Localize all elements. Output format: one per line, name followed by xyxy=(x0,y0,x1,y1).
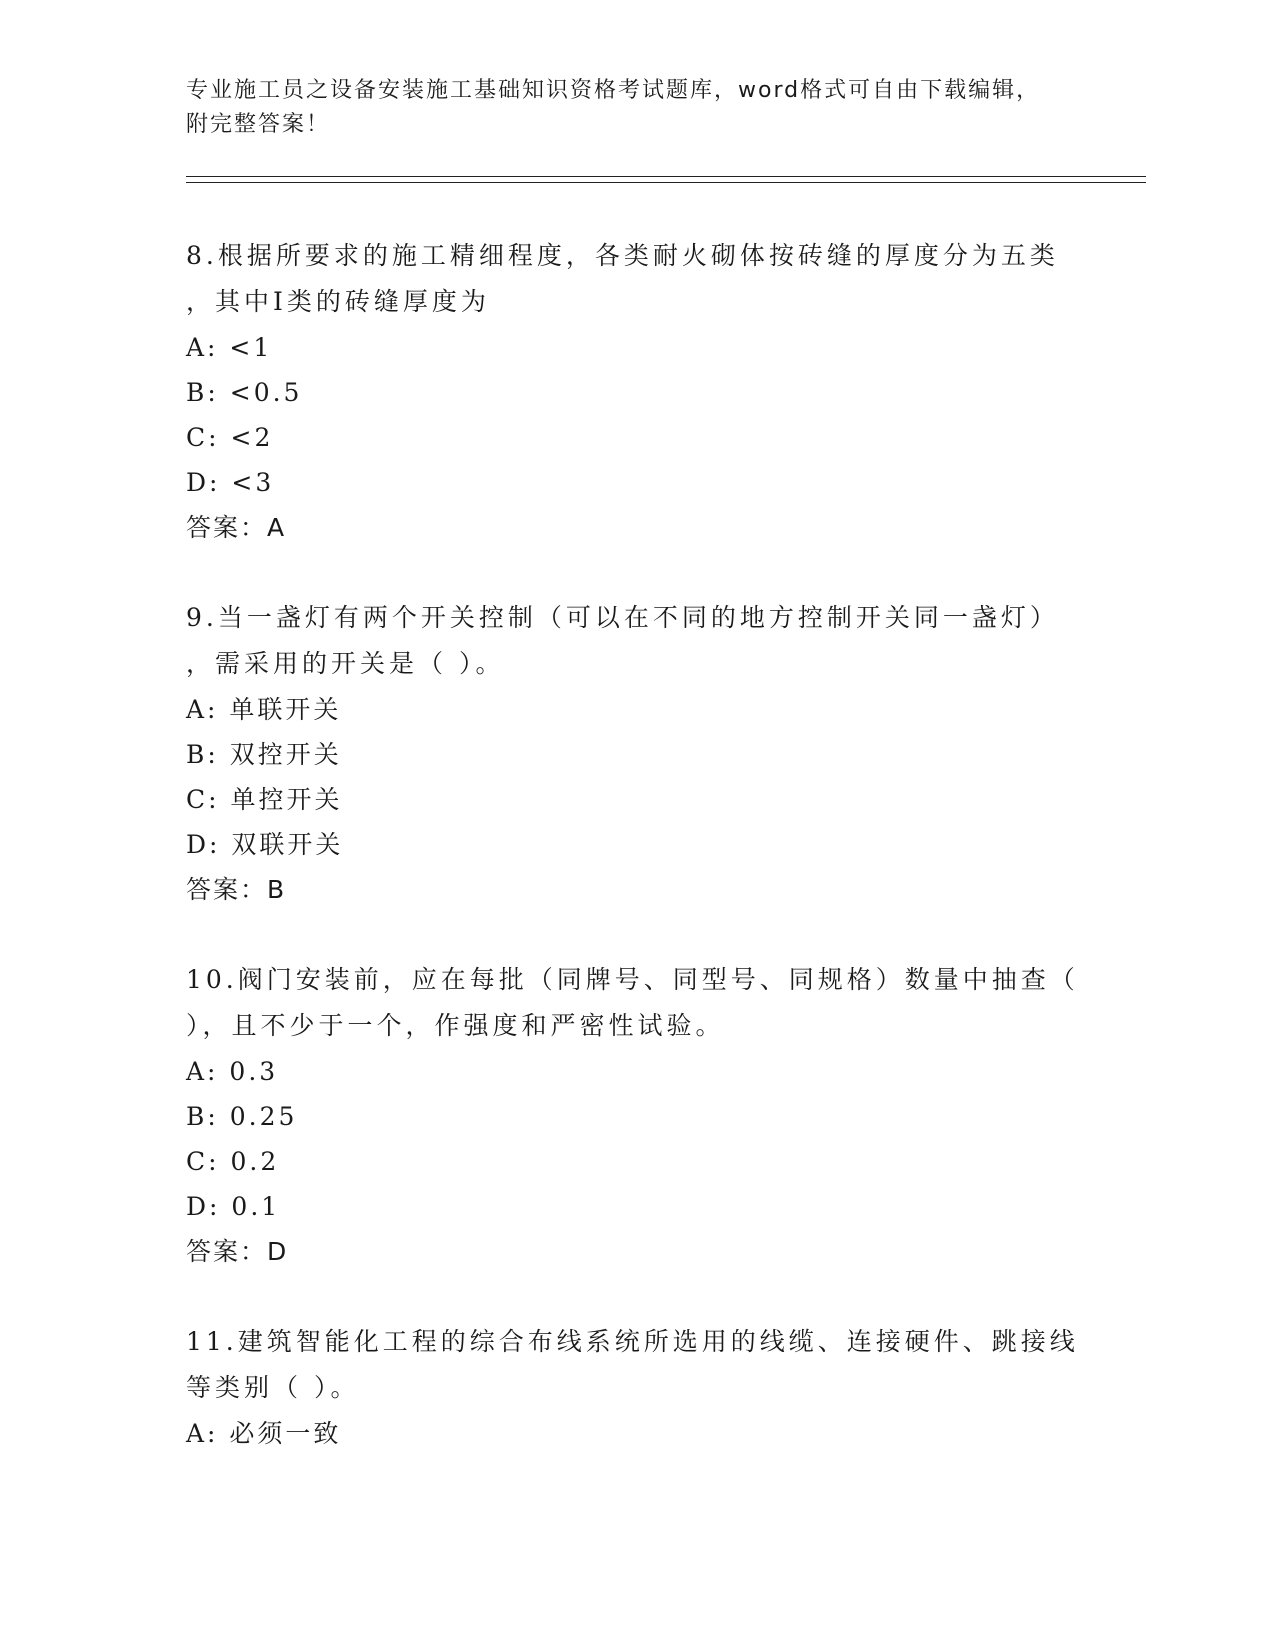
question-stem-line-2: ，其中Ⅰ类的砖缝厚度为 xyxy=(186,287,490,316)
option-c: C: 单控开关 xyxy=(186,785,343,814)
option-d: D: 双联开关 xyxy=(186,830,344,859)
option-d: D: 0.1 xyxy=(186,1192,281,1221)
option-b: B: 双控开关 xyxy=(186,740,342,769)
option-c: C: 0.2 xyxy=(186,1147,280,1176)
question-stem-line-1: 9.当一盏灯有两个开关控制（可以在不同的地方控制开关同一盏灯） xyxy=(186,603,1059,632)
header-line-2: 附完整答案！ xyxy=(186,112,331,137)
option-a: A: 0.3 xyxy=(186,1057,279,1086)
document-header xyxy=(186,74,1066,142)
option-b: B: 0.25 xyxy=(186,1102,298,1131)
question-stem-line-2: ），且不少于一个，作强度和严密性试验。 xyxy=(186,1011,725,1040)
question-stem-line-2: 等类别（ ）。 xyxy=(186,1373,360,1402)
question-stem-line-1: 10.阀门安装前，应在每批（同牌号、同型号、同规格）数量中抽查（ xyxy=(186,965,1079,994)
header-line-1: 专业施工员之设备安装施工基础知识资格考试题库，word格式可自由下载编辑， xyxy=(186,78,1041,103)
question-stem-line-2: ，需采用的开关是（ ）。 xyxy=(186,649,505,678)
option-c: C: <2 xyxy=(186,423,274,452)
question-8 xyxy=(186,233,1086,550)
option-a: A: <1 xyxy=(186,333,273,362)
option-a: A: 单联开关 xyxy=(186,695,342,724)
question-stem-line-1: 11.建筑智能化工程的综合布线系统所选用的线缆、连接硬件、跳接线 xyxy=(186,1327,1079,1356)
answer: 答案：D xyxy=(186,1237,289,1266)
question-11 xyxy=(186,1319,1086,1456)
option-b: B: <0.5 xyxy=(186,378,303,407)
answer: 答案：B xyxy=(186,875,287,904)
header-divider-bottom xyxy=(186,182,1146,183)
header-divider-top xyxy=(186,176,1146,177)
option-d: D: <3 xyxy=(186,468,275,497)
question-9 xyxy=(186,595,1086,912)
question-stem-line-1: 8.根据所要求的施工精细程度，各类耐火砌体按砖缝的厚度分为五类 xyxy=(186,241,1059,270)
option-a: A: 必须一致 xyxy=(186,1419,342,1448)
question-10 xyxy=(186,957,1086,1274)
answer: 答案：A xyxy=(186,513,287,542)
